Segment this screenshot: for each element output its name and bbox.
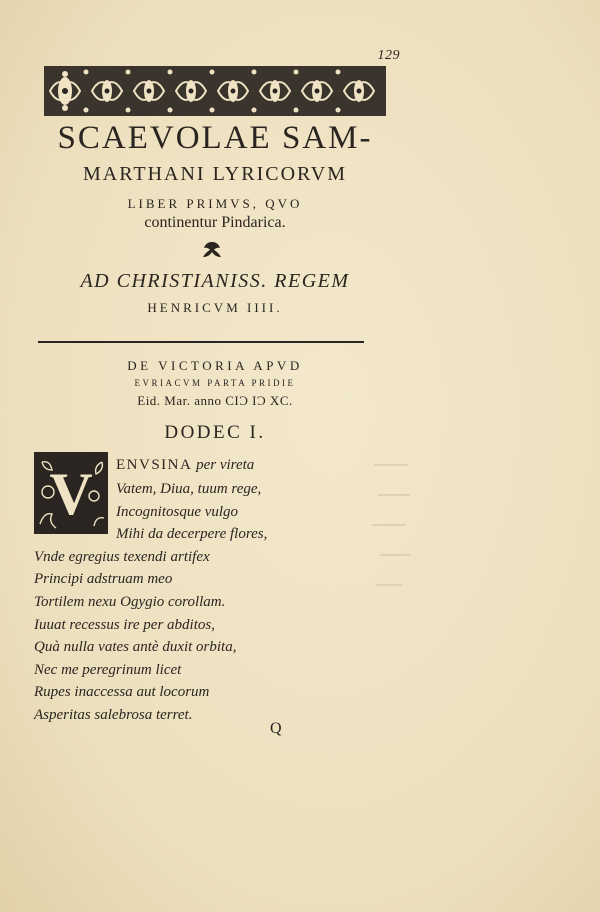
page-number: 129 (377, 48, 400, 63)
title-line-3: LIBER PRIMVS, QVO (127, 196, 303, 211)
dedication-line-2: HENRICVM IIII. (147, 300, 283, 315)
title-line-2: MARTHANI LYRICORVM (83, 163, 347, 185)
verse-line: Vatem, Diua, tuum rege, (116, 481, 262, 497)
verse-first-word: ENVSINA (116, 457, 193, 473)
verse-line: Vnde egregius texendi artifex (34, 548, 210, 565)
verse-first-line (116, 457, 254, 474)
initial-letter: V (49, 461, 93, 527)
verse-line: Incognitosque vulgo (116, 503, 239, 520)
title-line-1: SCAEVOLAE SAM- (57, 120, 373, 156)
verse-line: Rupes inaccessa aut locorum (34, 684, 210, 701)
verse-first-rest: per vireta (192, 457, 255, 473)
dedication-line-1: AD CHRISTIANISS. REGEM (80, 270, 350, 292)
headpiece-repeat (44, 66, 386, 116)
verse-line: Asperitas salebrosa terret. (34, 707, 193, 723)
decorated-initial-icon (34, 452, 108, 534)
verse-line: Quà nulla vates antè duxit orbita, (34, 639, 237, 656)
verse-line: Mihi da decerpere flores, (116, 526, 268, 543)
subtitle-line-3: Eid. Mar. anno CIƆ IƆ XC. (137, 393, 293, 408)
subtitle-line-2: EVRIACVM PARTA PRIDIE (134, 378, 296, 388)
fleuron-icon (200, 240, 224, 260)
verse-line: Tortilem nexu Ogygio corollam. (34, 594, 226, 610)
ode-title: DODEC I. (164, 422, 266, 443)
show-through-marks (372, 455, 412, 615)
catchword: Q (270, 720, 282, 737)
subtitle-line-1: DE VICTORIA APVD (127, 358, 303, 373)
verse-line: Iuuat recessus ire per abditos, (34, 616, 215, 633)
title-line-4: continentur Pindarica. (144, 214, 286, 231)
horizontal-rule (38, 341, 364, 343)
verse-line: Principi adstruam meo (34, 571, 173, 588)
verse-line: Nec me peregrinum licet (34, 661, 182, 678)
